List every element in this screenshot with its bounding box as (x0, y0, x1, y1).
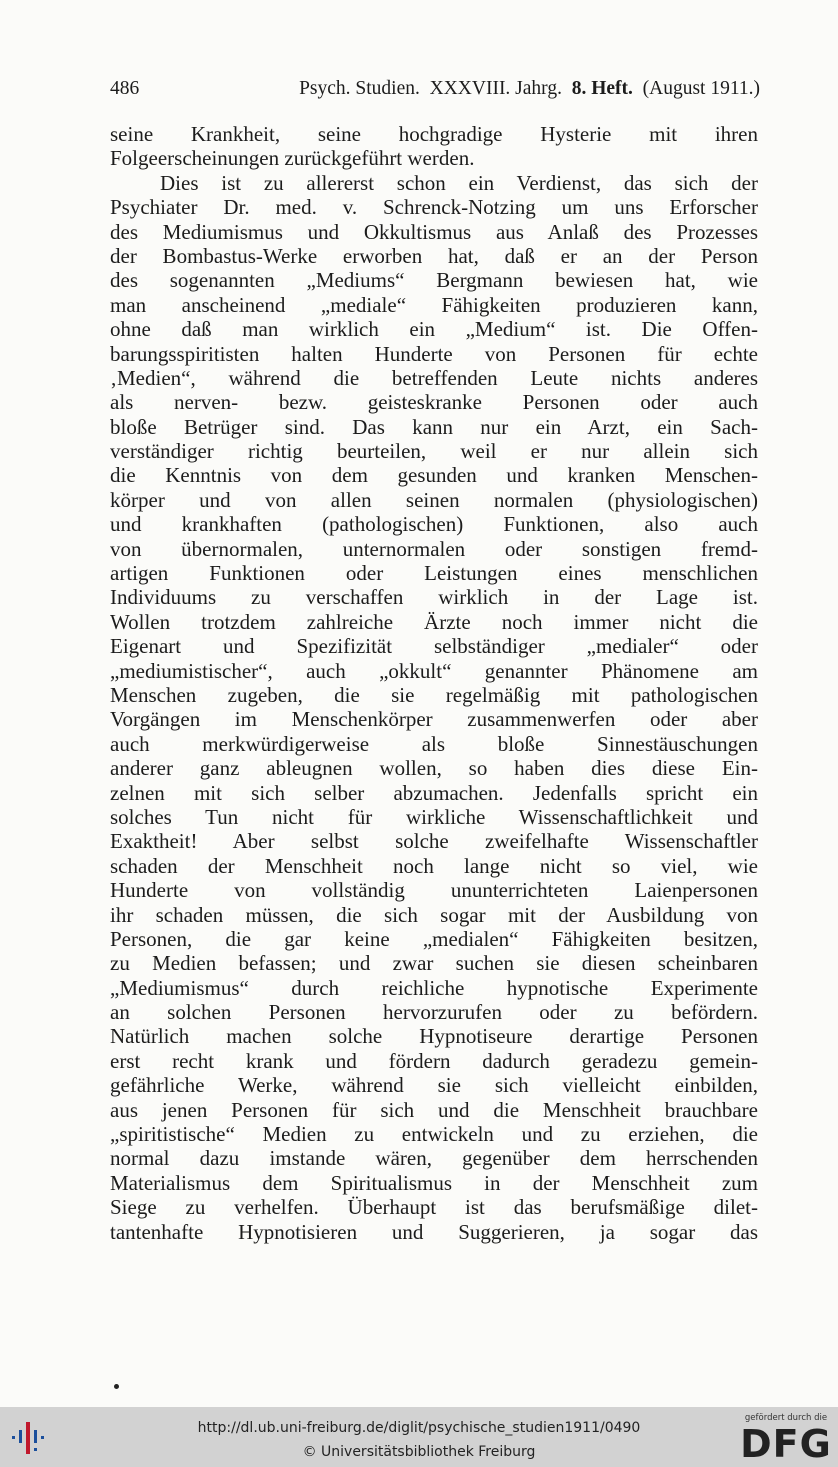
text-line: barungsspiritisten halten Hunderte von Personen für echte (110, 341, 758, 366)
text-line: anderer ganz ableugnen wollen, so haben dies diese Ein- (110, 756, 758, 781)
text-line: Vorgängen im Menschenkörper zusammenwerfen oder aber (110, 707, 758, 732)
text-line: Individuums zu verschaffen wirklich in der Lage ist. (110, 585, 758, 610)
copyright-notice: © Universitätsbibliothek Freiburg (302, 1444, 536, 1460)
text-line: artigen Funktionen oder Leistungen eines menschlichen (110, 561, 758, 586)
text-line: ‚Medien“, während die betreffenden Leute nichts anderes (110, 365, 758, 390)
text-line: man anscheinend „mediale“ Fähigkeiten produzieren kann, (110, 292, 758, 317)
text-line: der Bombastus-Werke erworben hat, daß er an der Person (110, 243, 758, 268)
text-line: aus jenen Personen für sich und die Menschheit brauchbare (110, 1097, 758, 1122)
dfg-caption: gefördert durch die (744, 1413, 828, 1423)
text-line: bloße Betrüger sind. Das kann nur ein Arzt, ein Sach- (110, 414, 758, 439)
text-line: tantenhafte Hypnotisieren und Suggerieren, ja sogar das (110, 1219, 758, 1244)
text-line: auch merkwürdigerweise als bloße Sinnestäuschungen (110, 731, 758, 756)
text-line: Exaktheit! Aber selbst solche zweifelhafte Wissenschaftler (110, 829, 758, 854)
journal-header (299, 76, 760, 102)
journal-title: Psych. Studien. (299, 78, 420, 99)
text-line: Materialismus dem Spiritualismus in der Menschheit zum (110, 1170, 758, 1195)
issue: 8. Heft. (571, 78, 633, 99)
text-line: gefährliche Werke, während sie sich vielleicht einbilden, (110, 1073, 758, 1098)
text-line: zu Medien befassen; und zwar suchen sie diesen scheinbaren (110, 951, 758, 976)
text-line: „spiritistische“ Medien zu entwickeln und zu erziehen, die (110, 1122, 758, 1147)
text-line: ihr schaden müssen, die sich sogar mit der Ausbildung von (110, 902, 758, 927)
text-line: Personen, die gar keine „medialen“ Fähigkeiten besitzen, (110, 926, 758, 951)
dfg-logo-text: DFG (740, 1422, 832, 1466)
viewer-footer (0, 1407, 838, 1467)
text-line: Natürlich machen solche Hypnotiseure derartige Personen (110, 1024, 758, 1049)
text-line: die Kenntnis von dem gesunden und kranken Menschen- (110, 463, 758, 488)
text-line: normal dazu imstande wären, gegenüber dem herrschenden (110, 1146, 758, 1171)
text-line: Wollen trotzdem zahlreiche Ärzte noch immer nicht die (110, 609, 758, 634)
stray-mark (114, 1384, 119, 1389)
dfg-logo (740, 1413, 832, 1465)
source-url[interactable]: http://dl.ub.uni-freiburg.de/diglit/psychische_studien1911/0490 (197, 1420, 641, 1436)
text-line: Menschen zugeben, die sie regelmäßig mit pathologischen (110, 682, 758, 707)
text-line: solches Tun nicht für wirkliche Wissenschaftlichkeit und (110, 804, 758, 829)
text-line: Dies ist zu allererst schon ein Verdienst, das sich der (160, 170, 758, 195)
text-line: erst recht krank und fördern dadurch geradezu gemein- (110, 1048, 758, 1073)
text-line: verständiger richtig beurteilen, weil er nur allein sich (110, 439, 758, 464)
text-line: von übernormalen, unternormalen oder sonstigen fremd- (110, 536, 758, 561)
volume: XXXVIII. Jahrg. (429, 78, 562, 99)
page-number: 486 (110, 78, 140, 99)
body-text (110, 122, 758, 1244)
text-line: des sogenannten „Mediums“ Bergmann bewiesen hat, wie (110, 268, 758, 293)
text-line: zelnen mit sich selber abzumachen. Jedenfalls spricht ein (110, 780, 758, 805)
text-line: Psychiater Dr. med. v. Schrenck-Notzing um uns Erforscher (110, 195, 758, 220)
text-line: Hunderte von vollständig ununterrichteten Laienpersonen (110, 878, 758, 903)
text-line: ohne daß man wirklich ein „Medium“ ist. Die Offen- (110, 317, 758, 342)
text-line: schaden der Menschheit noch lange nicht so viel, wie (110, 853, 758, 878)
text-line: „Mediumismus“ durch reichliche hypnotische Experimente (110, 975, 758, 1000)
text-line: und krankhaften (pathologischen) Funktionen, also auch (110, 512, 758, 537)
text-line: als nerven- bezw. geisteskranke Personen oder auch (110, 390, 758, 415)
text-line: körper und von allen seinen normalen (physiologischen) (110, 487, 758, 512)
text-line: an solchen Personen hervorzurufen oder zu befördern. (110, 1000, 758, 1025)
text-line: seine Krankheit, seine hochgradige Hysterie mit ihren (110, 122, 758, 146)
running-head (110, 76, 760, 102)
text-line: „mediumistischer“, auch „okkult“ genannter Phänomene am (110, 658, 758, 683)
text-line: des Mediumismus und Okkultismus aus Anlaß des Prozesses (110, 219, 758, 244)
text-line: Eigenart und Spezifizität selbständiger „medialer“ oder (110, 634, 758, 659)
issue-date: (August 1911.) (642, 78, 760, 99)
text-line: Siege zu verhelfen. Überhaupt ist das berufsmäßige dilet- (110, 1195, 758, 1220)
text-line: Folgeerscheinungen zurückgeführt werden. (110, 146, 475, 171)
